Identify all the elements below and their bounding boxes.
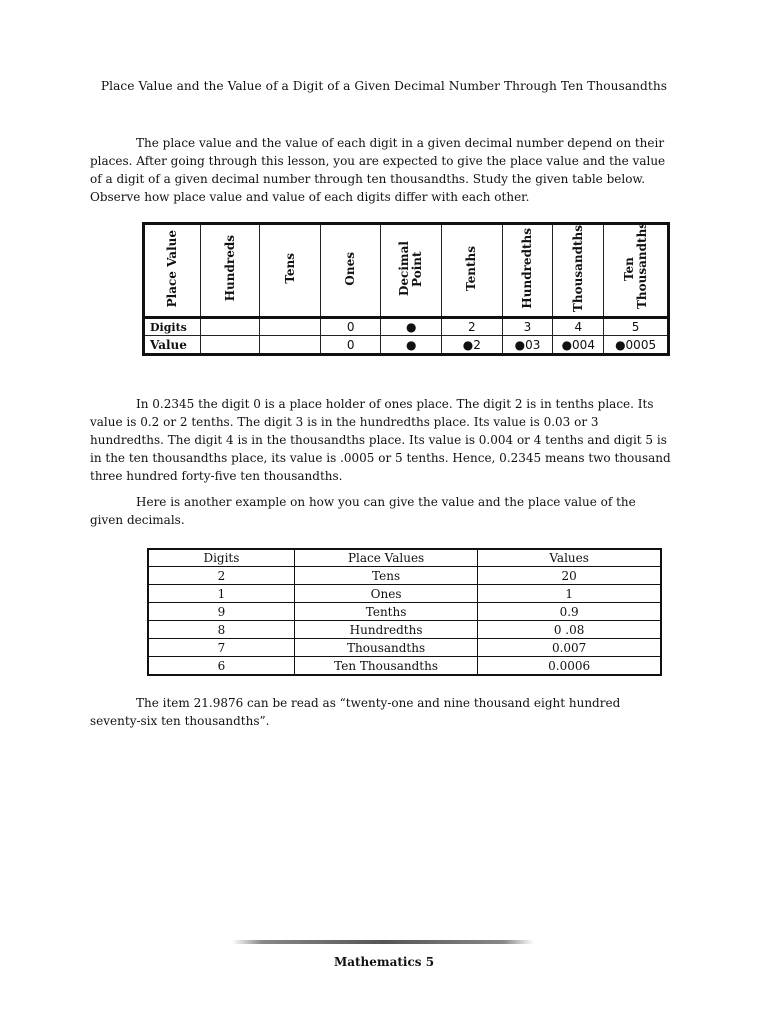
table-row <box>148 621 661 639</box>
value-cell <box>260 336 321 355</box>
place-value-cell: Ten Thousandths <box>294 657 477 676</box>
header-cell <box>604 221 669 318</box>
place-value-cell: Tenths <box>294 603 477 621</box>
header-cell: Place Values <box>294 549 477 567</box>
table-row <box>148 639 661 657</box>
digit-cell: 0 <box>320 318 381 336</box>
value-row <box>144 336 669 355</box>
header-cell: Values <box>478 549 661 567</box>
digit-cell: 3 <box>502 318 553 336</box>
place-value-cell: Tens <box>294 567 477 585</box>
header-cell <box>502 224 553 318</box>
footer-subject: Mathematics 5 <box>333 955 435 969</box>
intro-text: The place value and the value of each digit in a given decimal number depend on their places. After going through this lesson, you are expected to give the place value and the value of a digit of a given decimal number through ten thousandths. Study the given table below. Observe how place value and value of each digits differ with each other. <box>90 136 666 204</box>
value-cell: ●2 <box>442 336 503 355</box>
digit-cell: 6 <box>148 657 294 676</box>
header-label: Hundreds <box>222 235 237 302</box>
value-cell: 20 <box>478 567 661 585</box>
digit-cell: 7 <box>148 639 294 657</box>
digit-cell: 4 <box>553 318 604 336</box>
header-cell <box>144 224 201 318</box>
header-cell <box>260 224 321 318</box>
value-cell: ●03 <box>502 336 553 355</box>
digit-cell <box>200 318 260 336</box>
header-label: Tenths <box>464 246 479 291</box>
digit-cell: 8 <box>148 621 294 639</box>
header-row <box>148 549 661 567</box>
place-value-table <box>142 222 670 356</box>
value-cell: 0.007 <box>478 639 661 657</box>
header-cell: Digits <box>148 549 294 567</box>
value-cell: ● <box>381 336 442 355</box>
reading-paragraph <box>90 694 672 730</box>
table-row <box>148 567 661 585</box>
table-row <box>148 585 661 603</box>
table-row <box>148 603 661 621</box>
header-label: Tens <box>282 253 297 284</box>
header-row <box>144 224 669 318</box>
table-row <box>148 657 661 676</box>
header-cell <box>553 224 604 318</box>
header-label: Place Value <box>164 229 179 308</box>
header-label: Ones <box>343 251 358 286</box>
digit-cell: 9 <box>148 603 294 621</box>
digit-cell: ● <box>381 318 442 336</box>
header-cell <box>442 224 503 318</box>
digit-cell: 2 <box>442 318 503 336</box>
footer-divider <box>232 940 534 944</box>
value-cell: 0.9 <box>478 603 661 621</box>
value-cell: 1 <box>478 585 661 603</box>
digits-label: Digits <box>144 318 201 336</box>
digits-row <box>144 318 669 336</box>
place-value-cell: Thousandths <box>294 639 477 657</box>
digit-cell: 1 <box>148 585 294 603</box>
value-cell: 0.0006 <box>478 657 661 676</box>
value-cell: ●004 <box>553 336 604 355</box>
explanation-paragraph <box>90 395 672 485</box>
value-cell: 0 <box>320 336 381 355</box>
reading-text: The item 21.9876 can be read as “twenty-one and nine thousand eight hundred seventy-six ten thousandths”. <box>90 696 621 728</box>
place-value-cell: Hundredths <box>294 621 477 639</box>
explanation-text: In 0.2345 the digit 0 is a place holder of ones place. The digit 2 is in tenths place. Its value is 0.2 or 2 tenths. The digit 3 is in the hundredths place. Its value is 0.03 or 3 hundredths. The digit 4 is in the thousandths place. Its value is 0.004 or 4 tenths and digit 5 is in the ten thousandths place, its value is .0005 or 5 tenths. Hence, 0.2345 means two thousand three hundred forty-five ten thousandths. <box>90 397 671 483</box>
place-value-cell: Ones <box>294 585 477 603</box>
header-label: Hundredths <box>519 228 534 309</box>
header-label: Ten Thousandths <box>621 221 649 309</box>
header-cell <box>200 224 260 318</box>
digit-cell: 5 <box>604 318 669 336</box>
example-intro-paragraph <box>90 493 672 529</box>
value-label: Value <box>144 336 201 355</box>
intro-paragraph <box>90 134 672 206</box>
example-intro-text: Here is another example on how you can give the value and the place value of the given decimals. <box>90 495 636 527</box>
example-table <box>147 548 662 676</box>
header-label: Decimal Point <box>397 241 425 296</box>
value-cell: ●0005 <box>604 336 669 355</box>
digit-cell: 2 <box>148 567 294 585</box>
header-cell <box>381 224 442 318</box>
header-cell <box>320 224 381 318</box>
value-cell: 0 .08 <box>478 621 661 639</box>
digit-cell <box>260 318 321 336</box>
page-title: Place Value and the Value of a Digit of a Given Decimal Number Through Ten Thousandths <box>100 79 668 93</box>
header-label: Thousandths <box>570 225 585 313</box>
value-cell <box>200 336 260 355</box>
